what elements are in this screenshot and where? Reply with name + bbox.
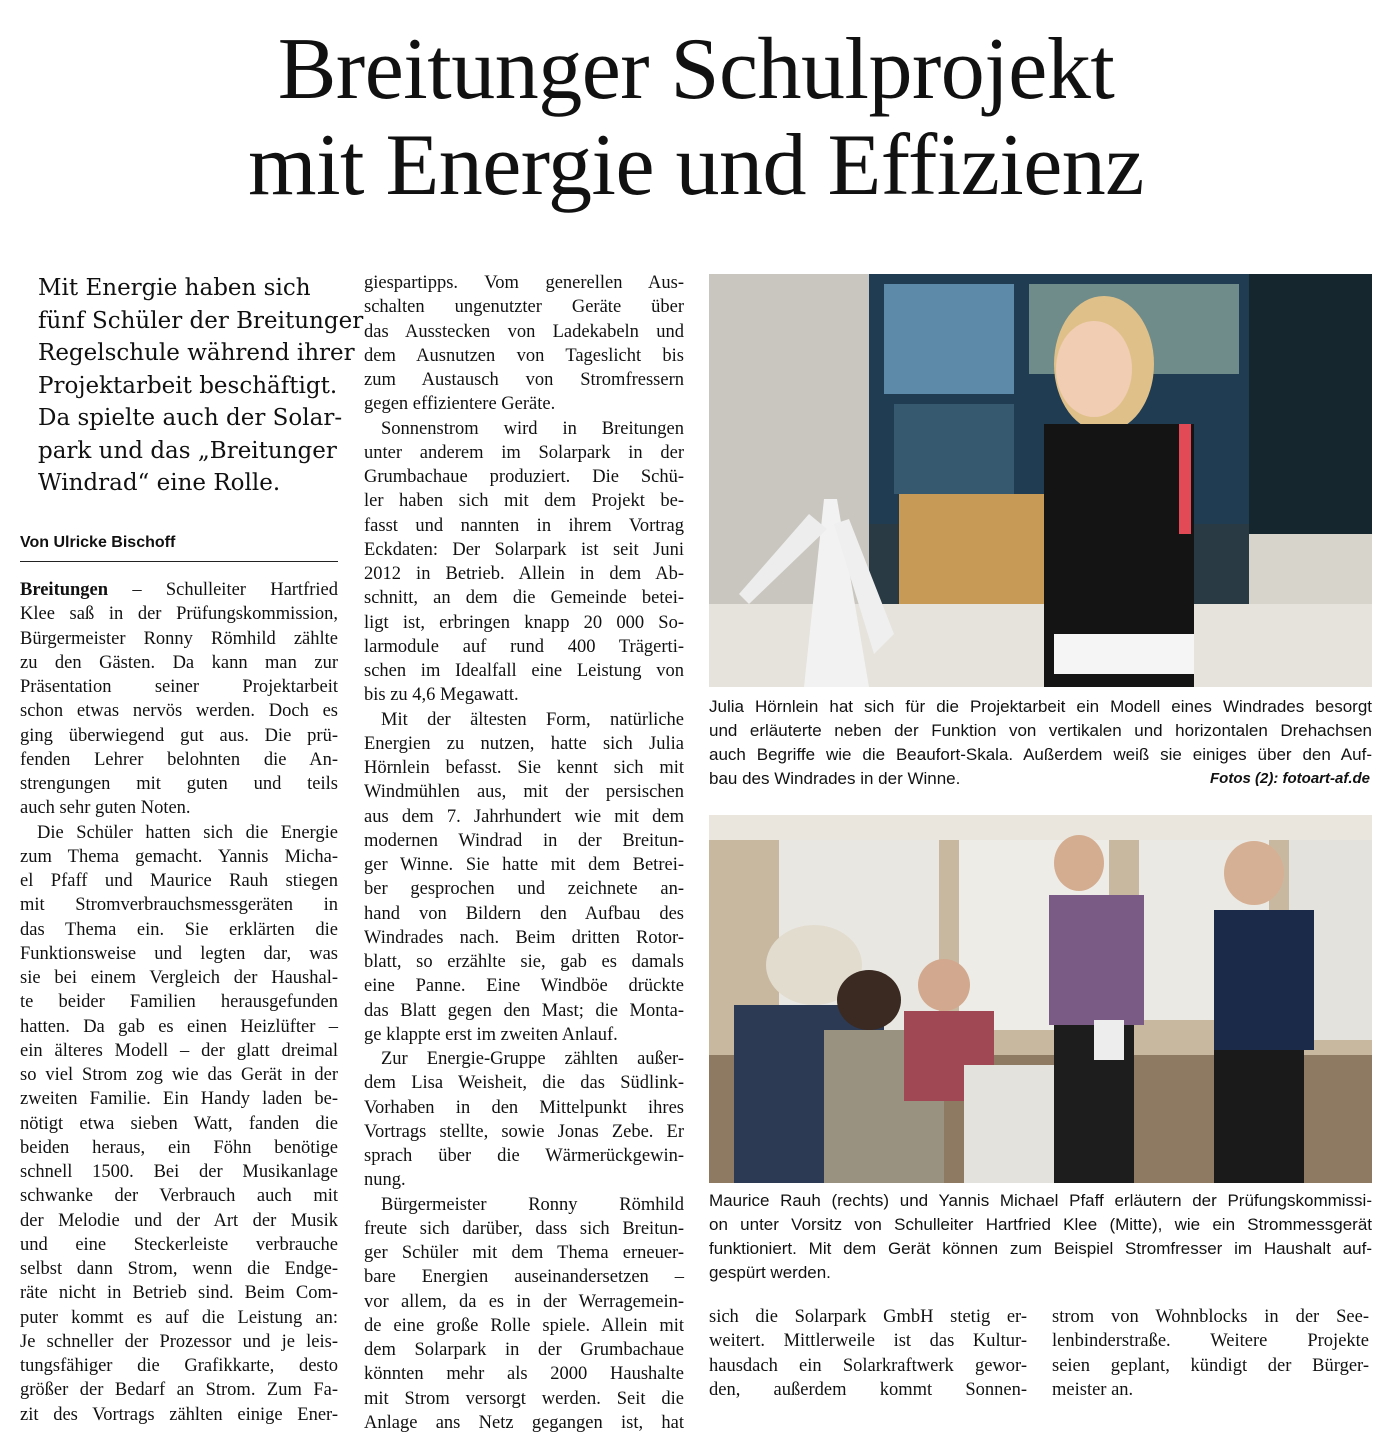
column-line: hatten. Da gab es einen Heizlüfter – (20, 1016, 338, 1037)
column-line: schnell 1500. Bei der Musikanlage (20, 1162, 338, 1182)
column-line: bare Energien auseinandersetzen – (364, 1267, 684, 1288)
column-line: schalten ungenutzter Geräte über (364, 297, 684, 318)
caption-line: bau des Windrades in der Winne. (709, 769, 961, 788)
column-line: modernen Windrad in der Breitun- (364, 830, 684, 851)
caption-line: Julia Hörnlein hat sich für die Projektarbeit ein Modell eines Windrades besorgt (709, 697, 1372, 716)
column-line: schen im Idealfall eine Leistung von (364, 661, 684, 681)
article-column-1 (20, 578, 338, 1427)
column-line: weitert. Mittlerweile ist das Kultur- (709, 1331, 1027, 1352)
column-line: Sonnenstrom wird in Breitungen (381, 418, 684, 439)
column-line: zum Thema gemacht. Yannis Michа- (20, 846, 338, 867)
column-line: Vorhaben in den Mittelpunkt ihres (364, 1097, 684, 1118)
column-line: räte nicht in Betrieb sind. Beim Com- (20, 1283, 338, 1304)
column-line: selbst dann Strom, wenn die Endge- (20, 1259, 338, 1279)
column-line: Energien zu nutzen, hatte sich Julia (364, 733, 684, 754)
column-line: das Thema ein. Sie erklärten die (20, 919, 338, 940)
column-line: Eckdaten: Der Solarpark ist seit Juni (364, 539, 684, 560)
column-line: fenden Lehrer belohnten die An- (20, 749, 338, 770)
column-line: gegen effizientere Geräte. (364, 394, 556, 415)
column-line: Funktionsweise und legten dar, was (20, 943, 338, 964)
column-line: lenbinderstraße. Weitere Projekte (1052, 1331, 1369, 1352)
column-line: Die Schüler hatten sich die Energie (37, 822, 338, 843)
caption-line: auch Begriffe wie die Beaufort-Skala. Außerdem weiß sie einiges über den Auf- (709, 745, 1372, 764)
column-line: larmodule auf rund 400 Trägerti- (364, 636, 684, 657)
column-line: bis zu 4,6 Megawatt. (364, 685, 519, 706)
column-line: Windrades nach. Beim dritten Rotor- (364, 927, 684, 948)
headline-line-1: Breitunger Schulprojekt (277, 21, 1115, 118)
column-line: Klee saß in der Prüfungskommission, (20, 604, 338, 625)
column-line: hausdach ein Solarkraftwerk gewor- (709, 1355, 1027, 1376)
column-line: schnitt, an dem die Gemeinde betei- (364, 588, 684, 609)
lead-paragraph (38, 272, 364, 500)
column-line: eine Panne. Eine Windböe drückte (364, 976, 684, 997)
column-line: ligt ist, erbringen knapp 20 000 So- (364, 612, 684, 633)
column-line: nung. (364, 1170, 406, 1191)
column-line: ge klappte erst im zweiten Anlauf. (364, 1024, 618, 1045)
article-column-3 (709, 1305, 1027, 1402)
column-line: te beider Familien herausgefunden (20, 992, 338, 1013)
column-line: Bürgermeister Ronny Römhild zählte (20, 628, 338, 649)
column-line: ger Schüler mit dem Thema erneuer- (364, 1243, 684, 1263)
column-line: meister an. (1052, 1379, 1134, 1400)
column-line: 2012 in Betrieb. Allein in dem Ab- (364, 564, 684, 584)
column-line: vor allem, da es in der Werragemein- (364, 1291, 684, 1312)
byline: Von Ulricke Bischoff (20, 533, 338, 562)
column-line: auch sehr guten Noten. (20, 798, 191, 819)
column-line: freute sich darüber, dass sich Breitun- (364, 1218, 684, 1239)
column-line: Zur Energie-Gruppe zählten außer- (381, 1049, 684, 1069)
column-line: könnten mehr als 2000 Haushalte (364, 1364, 684, 1385)
column-line: Windmühlen aus, mit der persischen (364, 782, 684, 803)
column-line: der Melodie und der Art der Musik (20, 1210, 338, 1231)
column-line: Vortrags stellte, sowie Jonas Zebe. Er (364, 1121, 684, 1142)
column-line: ler haben sich mit dem Projekt be- (364, 491, 684, 512)
column-line: de eine große Rolle spiele. Allein mit (364, 1315, 684, 1336)
column-line: ber gesprochen und zeichnete an- (364, 879, 684, 900)
column-line: Breitungen – Schulleiter Hartfried (20, 580, 338, 600)
column-line: ger Winne. Sie hatte mit dem Betrei- (364, 855, 684, 875)
lead-line: Regelschule während ihrer (38, 340, 355, 366)
caption-line: Maurice Rauh (rechts) und Yannis Michael Pfaff erläutern der Prüfungskommissi- (709, 1191, 1372, 1210)
photo-wind-turbine-presentation (709, 274, 1372, 687)
column-line: das Ausstecken von Ladekabeln und (364, 321, 684, 342)
column-line: Anlage ans Netz gegangen ist, hat (364, 1412, 684, 1433)
article-column-2 (364, 271, 684, 1435)
column-line: zum Austausch von Stromfressern (364, 370, 684, 390)
caption-line: gespürt werden. (709, 1263, 831, 1282)
column-line: Grumbachaue produziert. Die Schü- (364, 467, 684, 487)
photo-credit: Fotos (2): fotoart-af.de (1210, 770, 1370, 787)
caption-line: und erläuterte neben der Funktion von vertikalen und horizontalen Drehachsen (709, 721, 1372, 740)
column-line: hand von Bildern den Aufbau des (364, 903, 684, 924)
column-line: ein älteres Modell – der glatt dreimal (20, 1040, 338, 1061)
column-line: strengungen mit guten und teils (20, 774, 338, 794)
column-line: größer der Bedarf an Strom. Zum Fa- (20, 1380, 338, 1401)
column-line: beiden heraus, ein Föhn benötige (20, 1137, 338, 1158)
caption-line: funktioniert. Mit dem Gerät können zum Beispiel Stromfresser im Haushalt auf- (709, 1239, 1372, 1258)
photo-caption-2 (709, 1189, 1372, 1285)
column-line: puter kommt es auf die Leistung an: (20, 1307, 338, 1328)
column-line: schon etwas nervös werden. Doch es (20, 701, 338, 722)
column-line: aus dem 7. Jahrhundert wie mit dem (364, 806, 684, 827)
column-line: zit des Vortrags zählten einige Ener- (20, 1404, 338, 1425)
column-line: unter anderem im Solarpark in der (364, 442, 684, 463)
lead-line: Da spielte auch der Solar- (38, 405, 343, 431)
column-line: dem Ausnutzen von Tageslicht bis (364, 345, 684, 366)
column-line: Hörnlein befasst. Sie kennt sich mit (364, 758, 684, 778)
column-line: Mit der ältesten Form, natürliche (381, 709, 684, 730)
column-line: sprach über die Wärmerückgewin- (364, 1146, 684, 1166)
column-line: ging überwiegend gut aus. Die prü- (20, 725, 338, 746)
column-line: giespartipps. Vom generellen Aus- (364, 273, 684, 293)
lead-line: fünf Schüler der Breitunger (38, 307, 364, 334)
column-line: mit Stromverbrauchsmessgeräten in (20, 895, 338, 916)
column-line: mit Strom versorgt werden. Seit die (364, 1388, 684, 1409)
column-line: blatt, so erzählte sie, gab es damals (364, 952, 684, 972)
lead-line: Mit Energie haben sich (38, 275, 311, 301)
photo-wind-turbine-image (709, 274, 1372, 687)
column-line: so viel Strom zog wie das Gerät in der (20, 1065, 338, 1085)
column-line: zweiten Familie. Ein Handy laden be- (20, 1089, 338, 1110)
article-column-4 (1052, 1305, 1369, 1402)
lead-line: Windrad“ eine Rolle. (38, 470, 281, 496)
column-line: strom von Wohnblocks in der See- (1052, 1307, 1369, 1327)
column-line: dem Solarpark in der Grumbachaue (364, 1340, 684, 1360)
column-line: sie bei einem Vergleich der Haushal- (20, 968, 338, 988)
column-line: sich die Solarpark GmbH stetig er- (709, 1307, 1027, 1327)
column-line: fasst und nannten in ihrem Vortrag (364, 515, 684, 536)
column-line: tungsfähiger die Grafikkarte, desto (20, 1356, 338, 1376)
column-line: Präsentation seiner Projektarbeit (20, 677, 338, 697)
caption-line: on unter Vorsitz von Schulleiter Hartfried Klee (Mitte), wie ein Strommessgerät (709, 1215, 1372, 1234)
column-line: el Pfaff und Maurice Rauh stiegen (20, 871, 338, 891)
column-line: und eine Steckerleiste verbrauche (20, 1234, 338, 1255)
column-line: Bürgermeister Ronny Römhild (381, 1194, 684, 1215)
column-line: dem Lisa Weisheit, die das Südlink- (364, 1073, 684, 1094)
headline (0, 22, 1392, 214)
photo-power-meter-image (709, 815, 1372, 1183)
lead-line: park und das „Breitunger (38, 437, 337, 464)
column-line: das Blatt gegen den Mast; die Monta- (364, 1000, 684, 1021)
column-line: den, außerdem kommt Sonnen- (709, 1379, 1027, 1400)
photo-power-meter-demonstration (709, 815, 1372, 1183)
column-line: Je schneller der Prozessor und je leis- (20, 1331, 338, 1352)
lead-line: Projektarbeit beschäftigt. (38, 372, 338, 399)
column-line: seien geplant, kündigt der Bürger- (1052, 1355, 1369, 1376)
column-line: schwanke der Verbrauch auch mit (20, 1186, 338, 1207)
column-line: nötigt etwa sieben Watt, fanden die (20, 1113, 338, 1134)
column-line: zu den Gästen. Da kann man zur (20, 652, 338, 673)
dateline: Breitungen (20, 580, 109, 600)
headline-line-2: mit Energie und Effizienz (248, 117, 1144, 214)
